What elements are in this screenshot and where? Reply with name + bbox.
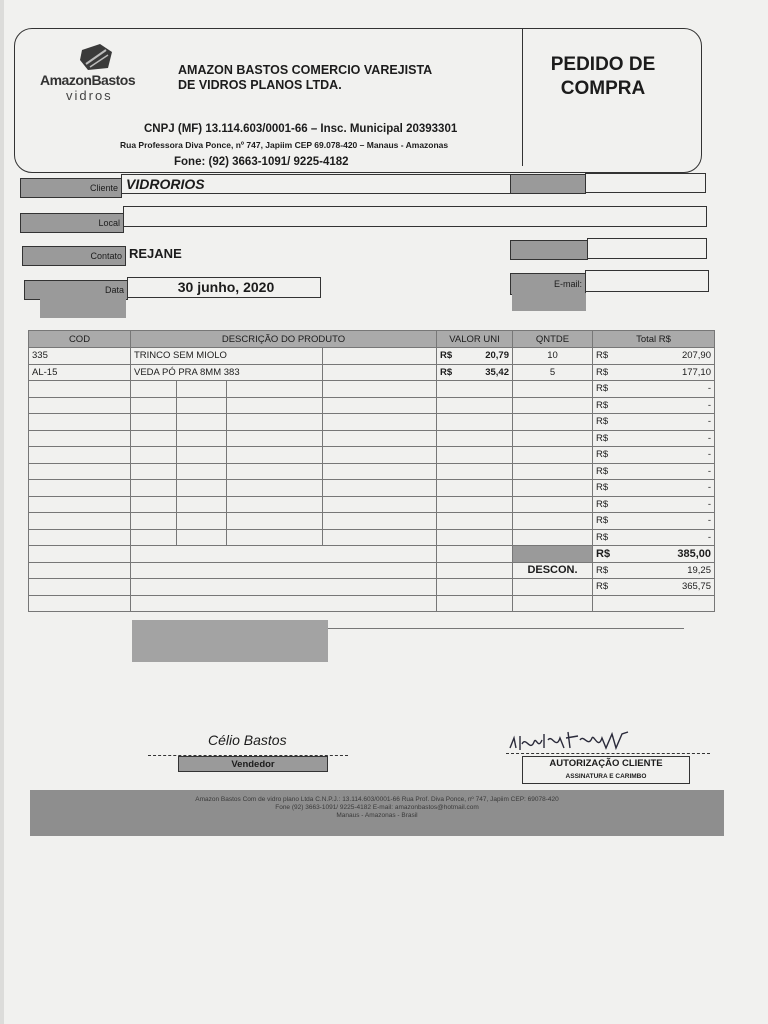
cell-empty [323,447,437,464]
stamp-block [132,620,328,662]
client-handwritten-signature [508,728,634,754]
cell-unit-price [437,447,513,464]
cell-description [227,496,323,513]
cell-cod [29,381,131,398]
cell-description [227,381,323,398]
cell-unit-price [437,529,513,546]
cell-description [131,463,177,480]
cell-total [593,480,715,497]
title-line-2: COMPRA [560,78,646,99]
cell-total [593,397,715,414]
line-total: - [707,383,711,395]
table-row [29,381,715,398]
line-total: - [707,465,711,477]
cell-quantity [513,480,593,497]
cell-empty [323,397,437,414]
cell-quantity [513,430,593,447]
table-row [29,397,715,414]
cell-description [177,529,227,546]
cell-quantity [513,463,593,480]
table-header-row [29,331,715,348]
cell-unit-price [437,496,513,513]
currency: R$ [596,449,609,461]
cell-unit-price [437,381,513,398]
cell-cod [29,397,131,414]
line-total: 177,10 [681,366,711,378]
currency: R$ [596,366,609,378]
cliente-extra-field[interactable] [585,173,706,193]
company-line-2: DE VIDROS PLANOS LTDA. [178,78,342,92]
subtotal-row [29,546,715,563]
cell-unit-price [437,430,513,447]
cell-empty [323,348,437,365]
items-table [28,330,715,612]
cell-description [131,414,177,431]
cell-empty [323,381,437,398]
cell-description [227,430,323,447]
table-row [29,463,715,480]
cell-description [227,480,323,497]
cell-description [131,529,177,546]
cell-description [177,513,227,530]
subtotal-value: 385,00 [677,547,711,560]
cell-unit-price [437,414,513,431]
cell-description [131,447,177,464]
cell-description [177,447,227,464]
table-row [29,513,715,530]
cell-description [131,397,177,414]
email-shadow-block [512,293,586,311]
line-total: - [707,482,711,494]
grand-total-cell [593,579,715,596]
currency: R$ [596,383,609,395]
cell-description [131,513,177,530]
cell-cod [29,529,131,546]
cnpj-line: CNPJ (MF) 13.114.603/0001-66 – Insc. Municipal 20393301 [144,123,458,135]
table-row [29,480,715,497]
col-header-description: DESCRIÇÃO DO PRODUTO [131,331,437,348]
currency: R$ [596,399,609,411]
currency: R$ [596,581,609,593]
unit-price: 20,79 [485,350,509,362]
cell-quantity [513,381,593,398]
company-line-1: AMAZON BASTOS COMERCIO VAREJISTA [178,63,433,77]
cliente-field[interactable]: VIDRORIOS [121,174,511,194]
cell-empty [323,364,437,381]
cell-total [593,348,715,365]
cell-total [593,529,715,546]
cell-empty [323,513,437,530]
cell-description [177,397,227,414]
footer-line-1: Amazon Bastos Com de vidro plano Ltda C.N.P.J.: 13.114.603/0001-66 Rua Prof. Diva Ponce, nº 747, Japiim CEP: 69078-420 [195,796,559,803]
cell-description [131,430,177,447]
cell-cod [29,414,131,431]
cell-description [177,381,227,398]
cell-total [593,381,715,398]
cell-unit-price [437,364,513,381]
cell-cod [29,447,131,464]
cell-quantity [513,529,593,546]
footer-line-2: Fone (92) 3663-1091/ 9225-4182 E-mail: amazonbastos@hotmail.com [275,804,479,811]
cell-empty [323,496,437,513]
email-field[interactable] [585,270,709,292]
cell-unit-price [437,397,513,414]
cell-description [177,496,227,513]
table-row [29,529,715,546]
currency: R$ [596,416,609,428]
currency: R$ [596,515,609,527]
seller-signature-name: Célio Bastos [208,732,287,748]
client-authorization-sublabel: ASSINATURA E CARIMBO [565,773,647,780]
footer-line-3: Manaus - Amazonas - Brasil [336,812,418,819]
title-line-1: PEDIDO DE [550,54,656,75]
cell-description [227,463,323,480]
cell-description: TRINCO SEM MIOLO [131,348,323,365]
cliente-extra-label [510,174,586,194]
cell-description [227,414,323,431]
cliente-label: Cliente [20,178,122,198]
cell-cod [29,430,131,447]
date-field[interactable]: 30 junho, 2020 [127,277,321,298]
cell-unit-price [437,513,513,530]
cell-total [593,447,715,464]
cell-quantity [513,414,593,431]
header-divider [522,28,523,166]
client-signature-line [506,753,710,754]
table-row [29,364,715,381]
cell-description [177,463,227,480]
cell-description [227,529,323,546]
table-underline [328,628,684,629]
contato-label: Contato [22,246,126,266]
cell-description [227,447,323,464]
currency: R$ [596,465,609,477]
glass-logo-icon [78,42,114,72]
cell-unit-price [437,348,513,365]
line-total: - [707,449,711,461]
cell-empty [323,430,437,447]
footer-banner [30,790,724,836]
cell-description [131,381,177,398]
col-header-cod: COD [29,331,131,348]
logo-text: AmazonBastos [40,72,136,88]
address-line: Rua Professora Diva Ponce, nº 747, Japiim CEP 69.078-420 – Manaus - Amazonas [120,140,449,150]
discount-label: DESCON. [513,562,593,579]
currency: R$ [440,350,453,362]
client-authorization-box [522,756,690,784]
grand-total-value: 365,75 [681,581,711,593]
cell-description [227,397,323,414]
currency: R$ [596,350,609,362]
cell-empty [323,480,437,497]
cell-quantity [513,513,593,530]
cell-total [593,463,715,480]
line-total: - [707,416,711,428]
line-total: 207,90 [681,350,711,362]
company-name [178,63,478,93]
discount-row [29,562,715,579]
email-label: E-mail: [510,273,586,295]
cell-unit-price [437,480,513,497]
table-row [29,430,715,447]
cell-total [593,513,715,530]
currency: R$ [596,564,609,576]
table-row [29,414,715,431]
cell-empty [323,414,437,431]
local-field[interactable] [123,206,707,227]
cell-cod: 335 [29,348,131,365]
cell-total [593,364,715,381]
seller-label: Vendedor [178,756,328,772]
currency: R$ [596,498,609,510]
table-row [29,447,715,464]
cell-cod [29,496,131,513]
discount-value: 19,25 [687,564,711,576]
cell-total [593,430,715,447]
col-header-unit-price: VALOR UNI [437,331,513,348]
cell-empty [323,529,437,546]
data-label: Data [24,280,128,300]
contato-field[interactable]: REJANE [129,246,182,261]
line-total: - [707,515,711,527]
line-total: - [707,531,711,543]
col-header-total: Total R$ [593,331,715,348]
line-total: - [707,399,711,411]
currency: R$ [596,531,609,543]
cell-description [131,496,177,513]
cell-quantity [513,447,593,464]
contato-extra-field[interactable] [587,238,707,259]
blank-row [29,595,715,612]
client-authorization-label: AUTORIZAÇÃO CLIENTE [549,758,663,769]
col-header-quantity: QNTDE [513,331,593,348]
cell-cod [29,480,131,497]
cell-description [177,480,227,497]
cell-description: VEDA PÓ PRA 8MM 383 [131,364,323,381]
cell-description [227,513,323,530]
currency: R$ [596,547,611,560]
cell-quantity: 10 [513,348,593,365]
date-shadow-block [40,298,126,318]
cell-quantity: 5 [513,364,593,381]
cell-total [593,414,715,431]
cell-description [177,430,227,447]
phone-line: Fone: (92) 3663-1091/ 9225-4182 [174,156,349,168]
table-row [29,348,715,365]
line-total: - [707,432,711,444]
subtotal-label-cell [513,546,593,563]
cell-empty [323,463,437,480]
cell-unit-price [437,463,513,480]
currency: R$ [440,366,453,378]
document-title [528,53,678,101]
cell-quantity [513,496,593,513]
cell-cod [29,513,131,530]
cell-description [177,414,227,431]
local-label: Local [20,213,124,233]
cell-cod [29,463,131,480]
line-total: - [707,498,711,510]
logo-subtitle: vidros [66,88,113,103]
cell-quantity [513,397,593,414]
contato-extra-label [510,240,588,260]
discount-cell [593,562,715,579]
subtotal-cell [593,546,715,563]
unit-price: 35,42 [485,366,509,378]
cell-cod: AL-15 [29,364,131,381]
grand-total-row [29,579,715,596]
cell-total [593,496,715,513]
cell-description [131,480,177,497]
table-row [29,496,715,513]
currency: R$ [596,432,609,444]
currency: R$ [596,482,609,494]
